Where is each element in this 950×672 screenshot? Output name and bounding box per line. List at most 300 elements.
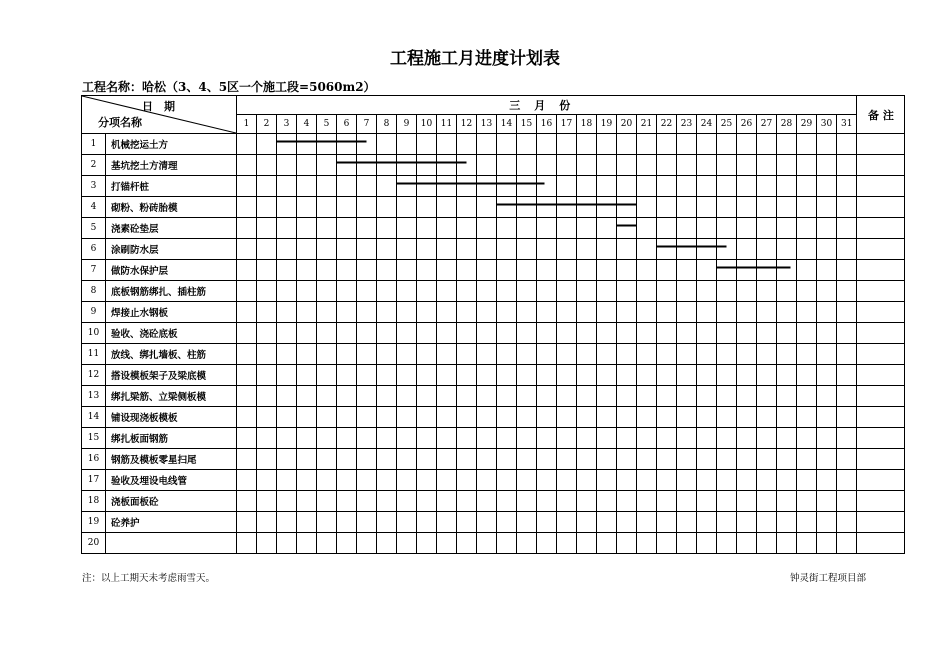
day-slot (577, 512, 597, 533)
day-slot (497, 386, 517, 407)
day-slot (477, 218, 497, 239)
day-slot (437, 323, 457, 344)
day-slot (677, 407, 697, 428)
schedule-table (81, 95, 905, 554)
day-cell: 7 (357, 115, 377, 134)
day-slot (537, 176, 557, 197)
day-slot (237, 512, 257, 533)
day-slot (417, 302, 437, 323)
day-slot (477, 302, 497, 323)
day-slot (377, 407, 397, 428)
day-slot (437, 365, 457, 386)
day-slot (377, 428, 397, 449)
day-slot (337, 260, 357, 281)
day-slot (557, 176, 577, 197)
task-name: 放线、绑扎墙板、柱筋 (106, 344, 237, 365)
day-slot (377, 218, 397, 239)
day-slot (717, 218, 737, 239)
day-slot (837, 176, 857, 197)
day-slot (537, 386, 557, 407)
task-name: 验收、浇砼底板 (106, 323, 237, 344)
day-slot (577, 323, 597, 344)
day-slot (397, 134, 417, 155)
day-slot (637, 449, 657, 470)
day-cell: 10 (417, 115, 437, 134)
day-slot (277, 197, 297, 218)
day-slot (237, 428, 257, 449)
day-slot (517, 491, 537, 512)
day-slot (697, 512, 717, 533)
day-slot (757, 302, 777, 323)
day-slot (357, 302, 377, 323)
day-slot (717, 470, 737, 491)
day-slot (377, 449, 397, 470)
item-name-header: 分项名称 (98, 116, 142, 129)
day-slot (297, 134, 317, 155)
day-slot (277, 470, 297, 491)
day-cell: 15 (517, 115, 537, 134)
day-slot (377, 239, 397, 260)
day-slot (457, 260, 477, 281)
day-slot (437, 449, 457, 470)
day-slot (797, 197, 817, 218)
day-slot (737, 260, 757, 281)
day-slot (697, 176, 717, 197)
task-number: 11 (82, 344, 106, 365)
day-slot (737, 491, 757, 512)
table-row (82, 302, 905, 323)
day-slot (757, 239, 777, 260)
day-slot (797, 302, 817, 323)
day-slot (797, 260, 817, 281)
day-slot (577, 470, 597, 491)
day-slot (237, 155, 257, 176)
day-slot (357, 323, 377, 344)
day-slot (297, 323, 317, 344)
day-slot (437, 470, 457, 491)
remark-cell (857, 218, 905, 239)
month-label: 三月份 (509, 99, 585, 112)
day-slot (257, 323, 277, 344)
task-name: 机械挖运土方 (106, 134, 237, 155)
day-slot (537, 449, 557, 470)
day-cell: 4 (297, 115, 317, 134)
day-slot (817, 134, 837, 155)
table-row (82, 155, 905, 176)
day-slot (717, 533, 737, 554)
day-slot (517, 533, 537, 554)
day-slot (817, 428, 837, 449)
task-name: 打锚杆桩 (106, 176, 237, 197)
day-slot (517, 176, 537, 197)
day-slot (277, 281, 297, 302)
day-slot (237, 386, 257, 407)
day-slot (517, 344, 537, 365)
day-slot (637, 281, 657, 302)
day-slot (757, 470, 777, 491)
day-slot (337, 344, 357, 365)
day-slot (397, 260, 417, 281)
day-slot (417, 386, 437, 407)
day-slot (557, 449, 577, 470)
day-slot (357, 449, 377, 470)
remark-cell (857, 176, 905, 197)
day-slot (457, 302, 477, 323)
day-slot (577, 365, 597, 386)
day-slot (637, 302, 657, 323)
day-slot (277, 344, 297, 365)
day-slot (797, 344, 817, 365)
day-slot (377, 470, 397, 491)
day-slot (537, 197, 557, 218)
day-slot (457, 386, 477, 407)
day-slot (797, 134, 817, 155)
day-slot (577, 197, 597, 218)
day-slot (297, 365, 317, 386)
day-slot (417, 155, 437, 176)
day-slot (657, 176, 677, 197)
day-slot (777, 449, 797, 470)
remark-cell (857, 281, 905, 302)
day-slot (317, 134, 337, 155)
day-slot (277, 407, 297, 428)
day-slot (657, 344, 677, 365)
day-slot (397, 470, 417, 491)
day-slot (297, 533, 317, 554)
day-slot (397, 281, 417, 302)
footer-note: 注：以上工期天未考虑雨雪天。 (82, 573, 216, 584)
day-slot (617, 197, 637, 218)
day-slot (537, 260, 557, 281)
day-slot (517, 407, 537, 428)
table-row (82, 407, 905, 428)
day-slot (617, 428, 637, 449)
day-slot (497, 302, 517, 323)
day-slot (417, 344, 437, 365)
day-slot (677, 134, 697, 155)
day-slot (817, 512, 837, 533)
day-slot (677, 491, 697, 512)
day-slot (837, 449, 857, 470)
day-slot (597, 470, 617, 491)
day-slot (317, 197, 337, 218)
day-slot (517, 449, 537, 470)
day-slot (797, 470, 817, 491)
day-slot (517, 428, 537, 449)
day-slot (757, 218, 777, 239)
day-slot (537, 512, 557, 533)
day-cell: 19 (597, 115, 617, 134)
task-name: 钢筋及模板零星扫尾 (106, 449, 237, 470)
day-slot (757, 449, 777, 470)
day-slot (557, 155, 577, 176)
day-slot (697, 134, 717, 155)
day-slot (457, 533, 477, 554)
day-slot (357, 176, 377, 197)
day-slot (317, 428, 337, 449)
day-slot (437, 218, 457, 239)
day-slot (417, 449, 437, 470)
day-slot (357, 218, 377, 239)
remark-cell (857, 470, 905, 491)
day-slot (417, 260, 437, 281)
day-slot (737, 386, 757, 407)
day-slot (297, 449, 317, 470)
day-slot (617, 323, 637, 344)
day-slot (617, 365, 637, 386)
day-slot (317, 176, 337, 197)
day-slot (777, 428, 797, 449)
remark-cell (857, 155, 905, 176)
day-slot (477, 491, 497, 512)
day-slot (577, 344, 597, 365)
day-slot (757, 365, 777, 386)
day-slot (437, 533, 457, 554)
day-slot (237, 344, 257, 365)
day-slot (637, 407, 657, 428)
day-slot (837, 365, 857, 386)
day-slot (537, 155, 557, 176)
day-slot (657, 281, 677, 302)
day-slot (497, 197, 517, 218)
day-slot (777, 260, 797, 281)
day-slot (637, 365, 657, 386)
day-slot (237, 197, 257, 218)
day-slot (457, 218, 477, 239)
day-slot (277, 176, 297, 197)
day-slot (417, 428, 437, 449)
day-slot (717, 323, 737, 344)
day-slot (677, 533, 697, 554)
day-slot (657, 302, 677, 323)
day-slot (397, 344, 417, 365)
day-slot (697, 155, 717, 176)
day-slot (537, 218, 557, 239)
task-name: 绑扎板面钢筋 (106, 428, 237, 449)
day-slot (237, 302, 257, 323)
day-slot (677, 386, 697, 407)
day-slot (257, 428, 277, 449)
day-slot (297, 239, 317, 260)
day-slot (417, 176, 437, 197)
month-header (237, 96, 857, 115)
day-slot (617, 449, 637, 470)
day-slot (637, 491, 657, 512)
day-slot (477, 134, 497, 155)
day-slot (677, 197, 697, 218)
day-slot (257, 512, 277, 533)
day-slot (737, 428, 757, 449)
day-cell: 25 (717, 115, 737, 134)
day-slot (537, 302, 557, 323)
day-slot (737, 512, 757, 533)
remark-header (857, 96, 905, 134)
day-slot (597, 155, 617, 176)
day-slot (477, 239, 497, 260)
day-slot (757, 428, 777, 449)
day-slot (737, 344, 757, 365)
day-slot (637, 134, 657, 155)
day-slot (717, 134, 737, 155)
day-slot (797, 323, 817, 344)
day-slot (817, 407, 837, 428)
day-slot (277, 428, 297, 449)
day-slot (437, 197, 457, 218)
day-slot (357, 155, 377, 176)
footer-department: 钟灵街工程项目部 (790, 573, 867, 584)
day-slot (477, 155, 497, 176)
day-slot (337, 302, 357, 323)
task-number: 6 (82, 239, 106, 260)
remark-label: 备 注 (868, 108, 894, 122)
task-name: 做防水保护层 (106, 260, 237, 281)
day-slot (597, 218, 617, 239)
day-slot (237, 218, 257, 239)
day-slot (317, 281, 337, 302)
day-cell: 23 (677, 115, 697, 134)
header-diagonal-cell (82, 96, 237, 134)
day-slot (817, 344, 837, 365)
day-slot (797, 512, 817, 533)
day-slot (317, 302, 337, 323)
day-slot (737, 365, 757, 386)
day-slot (617, 155, 637, 176)
day-slot (517, 218, 537, 239)
day-slot (597, 491, 617, 512)
day-cell: 5 (317, 115, 337, 134)
task-name: 验收及埋设电线管 (106, 470, 237, 491)
day-slot (437, 344, 457, 365)
day-slot (377, 134, 397, 155)
day-slot (337, 491, 357, 512)
day-slot (497, 449, 517, 470)
day-slot (797, 239, 817, 260)
day-cell: 28 (777, 115, 797, 134)
day-slot (397, 428, 417, 449)
day-slot (757, 197, 777, 218)
day-slot (237, 533, 257, 554)
day-slot (717, 302, 737, 323)
day-slot (637, 176, 657, 197)
day-slot (417, 533, 437, 554)
task-name: 浇素砼垫层 (106, 218, 237, 239)
table-row (82, 323, 905, 344)
day-slot (697, 197, 717, 218)
day-slot (457, 134, 477, 155)
day-slot (257, 302, 277, 323)
day-slot (757, 407, 777, 428)
day-slot (817, 323, 837, 344)
day-slot (537, 281, 557, 302)
day-slot (297, 428, 317, 449)
day-slot (777, 386, 797, 407)
day-slot (237, 407, 257, 428)
day-cell: 30 (817, 115, 837, 134)
day-slot (397, 365, 417, 386)
day-slot (737, 239, 757, 260)
day-cell: 29 (797, 115, 817, 134)
table-row (82, 344, 905, 365)
day-slot (277, 134, 297, 155)
day-slot (577, 449, 597, 470)
day-slot (237, 365, 257, 386)
day-slot (297, 512, 317, 533)
day-slot (257, 449, 277, 470)
day-slot (617, 533, 637, 554)
day-slot (597, 386, 617, 407)
day-cell: 12 (457, 115, 477, 134)
task-number: 12 (82, 365, 106, 386)
day-slot (797, 155, 817, 176)
remark-cell (857, 512, 905, 533)
day-slot (477, 449, 497, 470)
day-slot (397, 323, 417, 344)
day-slot (257, 470, 277, 491)
day-cell: 20 (617, 115, 637, 134)
project-name: 工程名称：哈松（3、4、5区一个施工段=5060m2） (82, 80, 376, 94)
day-slot (317, 470, 337, 491)
day-slot (577, 281, 597, 302)
day-slot (517, 323, 537, 344)
page-title: 工程施工月进度计划表 (390, 49, 560, 69)
day-slot (257, 281, 277, 302)
day-slot (677, 155, 697, 176)
day-slot (337, 176, 357, 197)
task-number: 7 (82, 260, 106, 281)
day-slot (497, 218, 517, 239)
remark-cell (857, 533, 905, 554)
day-slot (777, 197, 797, 218)
day-slot (317, 344, 337, 365)
day-slot (697, 428, 717, 449)
day-slot (237, 260, 257, 281)
day-slot (437, 281, 457, 302)
day-slot (557, 428, 577, 449)
day-slot (237, 449, 257, 470)
table-row (82, 491, 905, 512)
table-row (82, 281, 905, 302)
table-row (82, 533, 905, 554)
day-slot (297, 407, 317, 428)
day-slot (317, 449, 337, 470)
day-slot (417, 470, 437, 491)
remark-cell (857, 365, 905, 386)
day-slot (657, 470, 677, 491)
day-slot (457, 428, 477, 449)
day-slot (837, 323, 857, 344)
day-slot (837, 512, 857, 533)
day-slot (477, 197, 497, 218)
day-slot (657, 491, 677, 512)
day-slot (837, 281, 857, 302)
day-slot (757, 134, 777, 155)
day-slot (497, 239, 517, 260)
day-slot (757, 323, 777, 344)
table-row (82, 512, 905, 533)
day-slot (397, 197, 417, 218)
day-slot (417, 134, 437, 155)
day-slot (637, 386, 657, 407)
day-slot (257, 218, 277, 239)
day-slot (417, 239, 437, 260)
day-slot (717, 428, 737, 449)
day-slot (637, 344, 657, 365)
day-slot (397, 155, 417, 176)
day-slot (357, 470, 377, 491)
day-cell: 6 (337, 115, 357, 134)
day-slot (637, 428, 657, 449)
day-slot (657, 428, 677, 449)
